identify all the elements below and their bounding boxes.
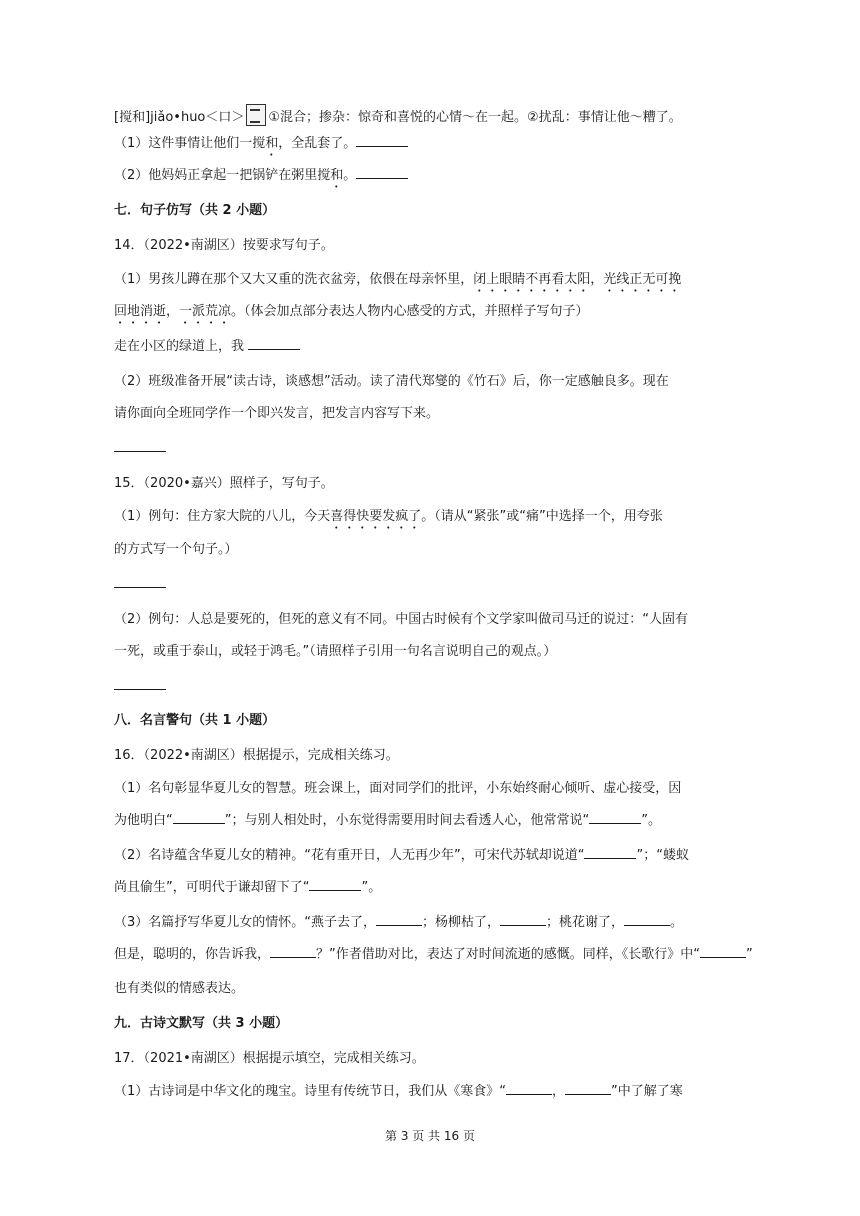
q-text: 为他明白“ (114, 813, 173, 828)
question-15-1-line2: 的方式写一个句子。） (114, 542, 238, 557)
q-text: ”中了解了寒 (611, 1084, 683, 1099)
answer-blank[interactable] (114, 575, 166, 588)
q-text: （2）他妈妈正拿起一把锅铲在粥里搅 (114, 168, 331, 183)
emphasized-text: 回地消逝 (114, 304, 167, 319)
emphasized-char: 和 (265, 136, 279, 151)
answer-blank[interactable] (114, 439, 166, 452)
q-text: 。（请从“紧张”或“痛”中选择一个，用夸张 (421, 509, 663, 524)
q-text: ， (166, 304, 180, 319)
emphasized-char: 和 (330, 168, 344, 183)
q-text: ；桃花谢了， (546, 915, 625, 930)
answer-blank[interactable] (114, 677, 166, 690)
q-text: （3）名篇抒写华夏儿女的情怀。“燕子去了， (114, 915, 377, 930)
question-16-3-line2 (114, 945, 784, 965)
answer-blank[interactable] (376, 913, 422, 926)
q-text: ， (590, 272, 604, 287)
q-text: ；杨柳枯了， (422, 915, 501, 930)
entry-question-2 (114, 166, 784, 191)
question-14-1-line1 (114, 270, 784, 295)
answer-blank[interactable] (248, 337, 300, 350)
question-15-1-line1 (114, 507, 784, 532)
question-15: 15．（2020•嘉兴）照样子，写句子。 (114, 476, 334, 491)
question-15-2-line2: 一死，或重于泰山，或轻于鸿毛。”（请照样子引用一句名言说明自己的观点。） (114, 644, 557, 659)
q-text: ” (746, 947, 753, 962)
q-text: 。 (670, 915, 684, 930)
answer-blank[interactable] (309, 878, 361, 891)
answer-blank[interactable] (356, 166, 408, 179)
entry-definition: ①混合；掺杂：惊奇和喜悦的心情～在一起。②扰乱：事情让他～糟了。 (268, 110, 682, 125)
q-text: ， (552, 1084, 566, 1099)
q-text: （1）这件事情让他们一搅 (114, 136, 266, 151)
q-text: 走在小区的绿道上，我 (114, 339, 245, 354)
answer-blank[interactable] (589, 811, 641, 824)
answer-blank[interactable] (356, 134, 408, 147)
entry-head: [搅和]jiǎo•huo＜口＞ (114, 110, 245, 125)
question-15-1-answer (114, 575, 784, 595)
answer-blank[interactable] (565, 1082, 611, 1095)
emphasized-text: 一派荒凉 (179, 304, 232, 319)
question-14-2-answer (114, 439, 784, 459)
answer-blank[interactable] (624, 913, 670, 926)
question-15-2-answer (114, 677, 784, 697)
question-14-2-line2: 请你面向全班同学作一个即兴发言，把发言内容写下来。 (114, 406, 440, 421)
question-15-2-line1: （2）例句：人总是要死的，但死的意义有不同。中国古时候有个文学家叫做司马迁的说过：“人固有 (114, 612, 689, 627)
question-16-1-line2 (114, 811, 784, 831)
question-14: 14．（2022•南湖区）按要求写句子。 (114, 238, 334, 253)
question-16-3-line3: 也有类似的情感表达。 (114, 981, 245, 996)
dictionary-entry-line (114, 104, 784, 128)
q-text: ”。 (361, 880, 382, 895)
q-text: ”。 (641, 813, 661, 828)
question-14-1-line2 (114, 302, 784, 327)
question-16-2-line2 (114, 878, 784, 898)
section-title-8: 八．名言警句（共 1 小题） (114, 713, 276, 728)
q-text: ？”作者借助对比，表达了对时间流逝的感慨。同样，《长歌行》中“ (316, 947, 700, 962)
emphasized-text: 喜得快要发疯了 (330, 509, 422, 524)
dong-stamp-icon (246, 104, 266, 126)
q-text: （1）男孩儿蹲在那个又大又重的洗衣盆旁，依偎在母亲怀里， (114, 272, 474, 287)
question-16-3-line1 (114, 913, 784, 933)
q-text: 但是，聪明的，你告诉我， (114, 947, 271, 962)
question-17-1-line1 (114, 1082, 784, 1102)
answer-blank[interactable] (506, 1082, 552, 1095)
question-14-2-line1: （2）班级准备开展“读古诗，谈感想”活动。读了清代郑燮的《竹石》后，你一定感触良多。现在 (114, 374, 669, 389)
section-title-9: 九．古诗文默写（共 3 小题） (114, 1016, 289, 1031)
answer-blank[interactable] (270, 945, 316, 958)
page-footer: 第 3 页 共 16 页 (385, 1129, 475, 1143)
question-16: 16．（2022•南湖区）根据提示，完成相关练习。 (114, 748, 399, 763)
q-text: ”；与别人相处时，小东觉得需要用时间去看透人心，他常常说“ (224, 813, 590, 828)
q-text: ，全乱套了。 (278, 136, 357, 151)
answer-blank[interactable] (173, 811, 225, 824)
emphasized-text: 光线正无可挽 (603, 272, 682, 287)
q-text: ”；“蝼蚁 (636, 848, 689, 863)
emphasized-text: 闭上眼睛不再看太阳 (473, 272, 591, 287)
q-text: （2）名诗蕴含华夏儿女的精神。“花有重开日，人无再少年”，可宋代苏轼却说道“ (114, 848, 585, 863)
question-16-1-line1: （1）名句彰显华夏儿女的智慧。班会课上，面对同学们的批评，小东始终耐心倾听、虚心接受，因 (114, 781, 682, 796)
question-14-1-prompt (114, 337, 784, 357)
question-16-2-line1 (114, 846, 784, 866)
q-text: 。 (343, 168, 357, 183)
question-17: 17．（2021•南湖区）根据提示填空，完成相关练习。 (114, 1051, 425, 1066)
q-text: 尚且偷生”，可明代于谦却留下了“ (114, 880, 310, 895)
section-title-7: 七．句子仿写（共 2 小题） (114, 203, 276, 218)
q-text: （1）例句：住方家大院的八儿，今天 (114, 509, 331, 524)
answer-blank[interactable] (584, 846, 636, 859)
q-text: 。（体会加点部分表达人物内心感受的方式，并照样子写句子） (231, 304, 589, 319)
entry-question-1 (114, 134, 784, 159)
q-text: （1）古诗词是中华文化的瑰宝。诗里有传统节日，我们从《寒食》“ (114, 1084, 507, 1099)
answer-blank[interactable] (700, 945, 746, 958)
answer-blank[interactable] (500, 913, 546, 926)
